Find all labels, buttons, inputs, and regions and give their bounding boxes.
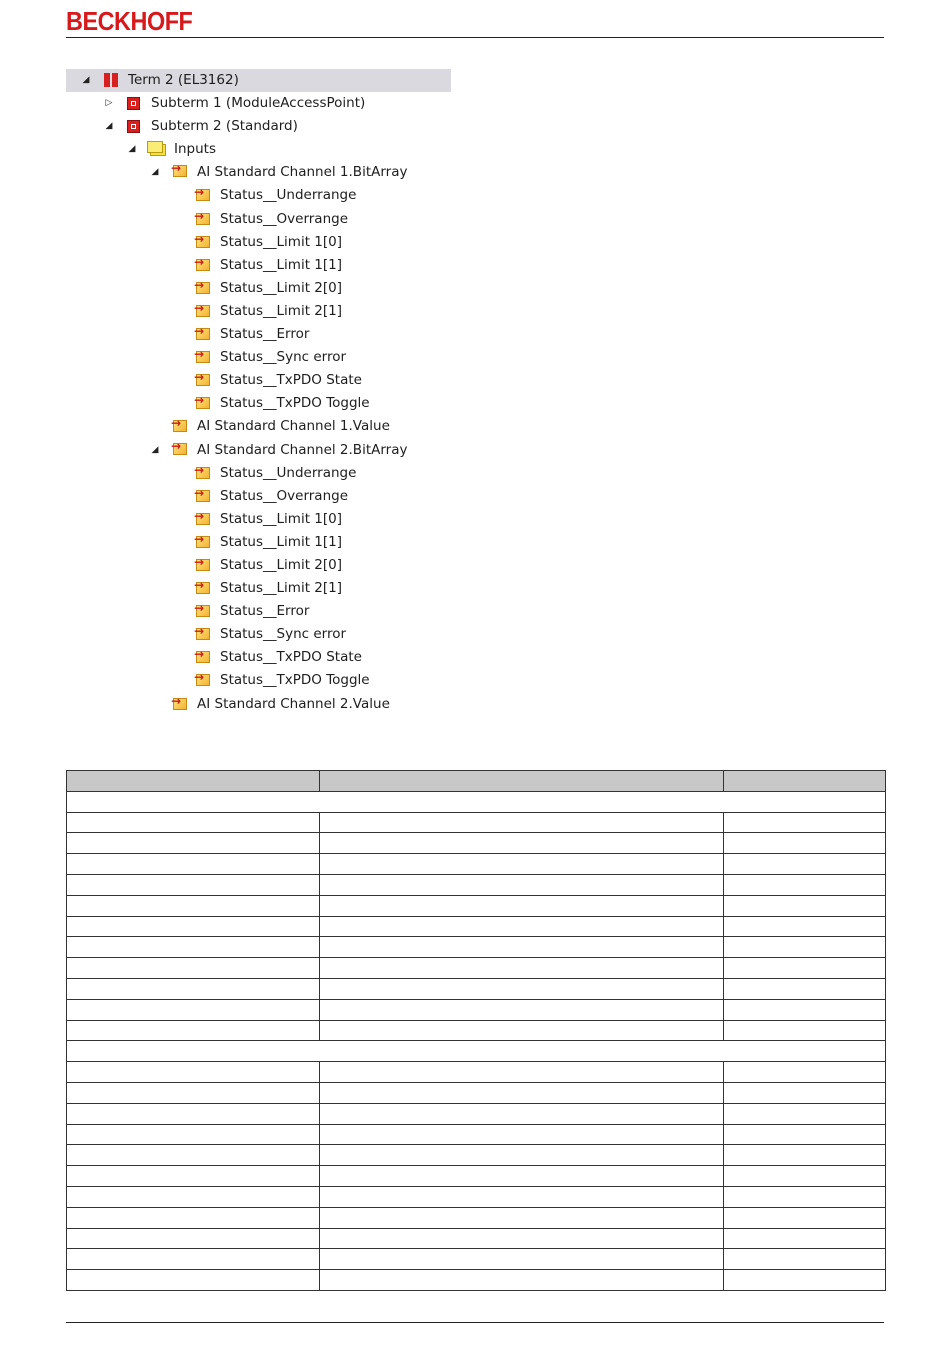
table-row	[67, 1166, 886, 1187]
table-cell	[724, 999, 886, 1020]
footer-divider	[66, 1322, 884, 1323]
table-cell	[320, 999, 724, 1020]
table-row	[67, 833, 886, 854]
table-row	[67, 1103, 886, 1124]
table-cell	[724, 833, 886, 854]
table-row	[67, 978, 886, 999]
table-cell	[67, 1207, 320, 1228]
table-row	[67, 999, 886, 1020]
table-row	[67, 1145, 886, 1166]
tree-node[interactable]	[66, 346, 451, 369]
table-header-cell	[724, 771, 886, 792]
table-row	[67, 916, 886, 937]
table-cell	[320, 1062, 724, 1083]
table-cell	[67, 812, 320, 833]
table-row	[67, 1062, 886, 1083]
tree-node-label: Status__Limit 2[0]	[220, 279, 342, 296]
table-cell	[724, 1166, 886, 1187]
tree-node[interactable]	[66, 369, 451, 392]
beckhoff-logo: BECKHOFF	[66, 6, 193, 36]
expand-arrow-icon[interactable]: ◢	[82, 75, 90, 85]
subterm-icon	[127, 97, 140, 110]
input-variable-icon	[196, 305, 210, 317]
tree-node[interactable]	[66, 531, 451, 554]
tree-node-label: Status__TxPDO State	[220, 649, 362, 666]
tree-node[interactable]	[66, 254, 451, 277]
input-variable-icon	[196, 513, 210, 525]
tree-node[interactable]	[66, 231, 451, 254]
tree-node-label: AI Standard Channel 2.BitArray	[197, 441, 408, 458]
tree-node-label: Status__TxPDO State	[220, 372, 362, 389]
table-cell	[67, 1103, 320, 1124]
tree-node-label: AI Standard Channel 1.BitArray	[197, 164, 408, 181]
tree-node[interactable]	[66, 485, 451, 508]
tree-node[interactable]	[66, 115, 451, 138]
input-variable-icon	[173, 698, 187, 710]
tree-node[interactable]	[66, 623, 451, 646]
tree-node-label: Status__Limit 2[1]	[220, 580, 342, 597]
table-section-cell	[67, 791, 886, 812]
table-cell	[724, 854, 886, 875]
input-variable-icon	[196, 236, 210, 248]
table-header-cell	[320, 771, 724, 792]
table-cell	[724, 958, 886, 979]
table-cell	[67, 895, 320, 916]
tree-node-label: Status__Limit 1[1]	[220, 533, 342, 550]
tree-node[interactable]	[66, 392, 451, 415]
table-cell	[320, 1270, 724, 1291]
table-cell	[320, 978, 724, 999]
input-variable-icon	[196, 674, 210, 686]
input-variable-icon	[196, 559, 210, 571]
tree-node[interactable]	[66, 415, 451, 438]
table-header-row	[67, 771, 886, 792]
table-cell	[724, 895, 886, 916]
table-header-cell	[67, 771, 320, 792]
table-cell	[67, 978, 320, 999]
input-variable-icon	[196, 582, 210, 594]
table-cell	[67, 916, 320, 937]
table-cell	[320, 958, 724, 979]
table-cell	[320, 1124, 724, 1145]
table-row	[67, 1270, 886, 1291]
table-cell	[320, 1186, 724, 1207]
table-cell	[67, 999, 320, 1020]
tree-node[interactable]	[66, 208, 451, 231]
table-cell	[724, 978, 886, 999]
table-cell	[67, 833, 320, 854]
table-row	[67, 937, 886, 958]
tree-node-label: Status__Limit 1[0]	[220, 233, 342, 250]
table-cell	[67, 1166, 320, 1187]
table-cell	[320, 895, 724, 916]
table-cell	[320, 1249, 724, 1270]
input-variable-icon	[196, 467, 210, 479]
table-cell	[320, 1166, 724, 1187]
table-cell	[67, 1145, 320, 1166]
tree-node-label: Status__Overrange	[220, 210, 349, 227]
tree-node[interactable]	[66, 439, 451, 462]
tree-node-label: Status__Sync error	[220, 626, 347, 643]
table-row	[67, 958, 886, 979]
tree-node[interactable]	[66, 508, 451, 531]
table-row	[67, 1020, 886, 1041]
tree-node-label: Status__Limit 2[1]	[220, 302, 342, 319]
table-cell	[724, 1186, 886, 1207]
tree-node-label: Status__Limit 1[0]	[220, 510, 342, 527]
tree-node[interactable]	[66, 577, 451, 600]
input-variable-icon	[173, 420, 187, 432]
tree-node[interactable]	[66, 184, 451, 207]
table-cell	[67, 958, 320, 979]
input-variable-icon	[196, 490, 210, 502]
tree-node-label: Subterm 2 (Standard)	[151, 118, 298, 135]
tree-node[interactable]	[66, 554, 451, 577]
table-cell	[320, 1228, 724, 1249]
io-tree-view	[66, 69, 451, 716]
tree-node-label: Status__Sync error	[220, 349, 347, 366]
tree-node[interactable]	[66, 323, 451, 346]
table-cell	[67, 937, 320, 958]
tree-node[interactable]	[66, 277, 451, 300]
tree-node-label: Status__Error	[220, 603, 310, 620]
input-variable-icon	[196, 328, 210, 340]
tree-node-label: Status__Limit 2[0]	[220, 556, 342, 573]
table-cell	[67, 1249, 320, 1270]
collapse-arrow-icon[interactable]: ▷	[105, 98, 113, 109]
input-variable-icon	[196, 628, 210, 640]
table-cell	[724, 1103, 886, 1124]
table-cell	[67, 1082, 320, 1103]
input-variable-icon	[196, 536, 210, 548]
table-cell	[67, 1062, 320, 1083]
table-cell	[67, 1228, 320, 1249]
bitarray-input-icon	[173, 443, 187, 455]
terminal-icon	[104, 73, 119, 87]
table-cell	[320, 1145, 724, 1166]
tree-node-label: AI Standard Channel 2.Value	[197, 695, 390, 712]
table-cell	[67, 1124, 320, 1145]
table-cell	[320, 1020, 724, 1041]
table-row	[67, 895, 886, 916]
header-divider	[66, 37, 884, 38]
tree-node-label: Status__TxPDO Toggle	[220, 672, 370, 689]
table-cell	[67, 1186, 320, 1207]
table-cell	[724, 937, 886, 958]
tree-node[interactable]	[66, 138, 451, 161]
table-cell	[724, 1124, 886, 1145]
table-cell	[320, 1103, 724, 1124]
table-cell	[320, 1082, 724, 1103]
tree-node-label: Status__Limit 1[1]	[220, 256, 342, 273]
tree-node-label: Status__Overrange	[220, 487, 349, 504]
tree-node[interactable]	[66, 300, 451, 323]
table-cell	[67, 854, 320, 875]
table-cell	[724, 916, 886, 937]
input-variable-icon	[196, 259, 210, 271]
table-cell	[724, 1207, 886, 1228]
table-row	[67, 1228, 886, 1249]
expand-arrow-icon[interactable]: ◢	[151, 167, 159, 178]
tree-node[interactable]	[66, 693, 451, 716]
table-cell	[724, 1145, 886, 1166]
table-row	[67, 1249, 886, 1270]
input-variable-icon	[196, 282, 210, 294]
table-cell	[724, 1270, 886, 1291]
input-variable-icon	[196, 189, 210, 201]
input-variable-icon	[196, 651, 210, 663]
table-cell	[320, 854, 724, 875]
table-cell	[724, 1020, 886, 1041]
table-row	[67, 854, 886, 875]
table-row	[67, 1124, 886, 1145]
table-row	[67, 1207, 886, 1228]
table-section-cell	[67, 1041, 886, 1062]
expand-arrow-icon[interactable]: ◢	[151, 444, 159, 455]
table-row	[67, 1082, 886, 1103]
table-cell	[724, 1082, 886, 1103]
table-cell	[724, 874, 886, 895]
tree-node-label: Term 2 (EL3162)	[128, 72, 239, 88]
expand-arrow-icon[interactable]: ◢	[105, 121, 113, 132]
table-section-row	[67, 1041, 886, 1062]
table-cell	[320, 1207, 724, 1228]
tree-node[interactable]	[66, 600, 451, 623]
table-cell	[320, 812, 724, 833]
tree-node-label: Status__TxPDO Toggle	[220, 395, 370, 412]
tree-node[interactable]	[66, 161, 451, 184]
input-variable-icon	[196, 605, 210, 617]
tree-node-label: Status__Error	[220, 326, 310, 343]
bitarray-input-icon	[173, 165, 187, 177]
table-cell	[320, 937, 724, 958]
tree-node[interactable]	[66, 462, 451, 485]
table-cell	[320, 916, 724, 937]
table-cell	[724, 1249, 886, 1270]
inputs-folder-icon	[150, 144, 166, 156]
table-row	[67, 874, 886, 895]
tree-node-label: Subterm 1 (ModuleAccessPoint)	[151, 95, 366, 112]
input-variable-icon	[196, 374, 210, 386]
tree-node-label: Status__Underrange	[220, 187, 357, 204]
expand-arrow-icon[interactable]: ◢	[128, 144, 136, 155]
table-row	[67, 1186, 886, 1207]
table-cell	[320, 874, 724, 895]
input-variable-icon	[196, 351, 210, 363]
tree-node[interactable]	[66, 669, 451, 692]
table-cell	[67, 1020, 320, 1041]
table-cell	[67, 874, 320, 895]
table-section-row	[67, 791, 886, 812]
variables-table	[66, 770, 886, 1291]
input-variable-icon	[196, 397, 210, 409]
tree-node-label: Status__Underrange	[220, 464, 357, 481]
table-cell	[724, 812, 886, 833]
table-cell	[320, 833, 724, 854]
tree-node[interactable]	[66, 646, 451, 669]
table-cell	[724, 1228, 886, 1249]
table-cell	[724, 1062, 886, 1083]
tree-node[interactable]	[66, 92, 451, 115]
subterm-icon	[127, 120, 140, 133]
tree-node-label: Inputs	[174, 141, 216, 158]
input-variable-icon	[196, 213, 210, 225]
table-cell	[67, 1270, 320, 1291]
table-row	[67, 812, 886, 833]
tree-node[interactable]	[66, 69, 451, 92]
tree-node-label: AI Standard Channel 1.Value	[197, 418, 390, 435]
